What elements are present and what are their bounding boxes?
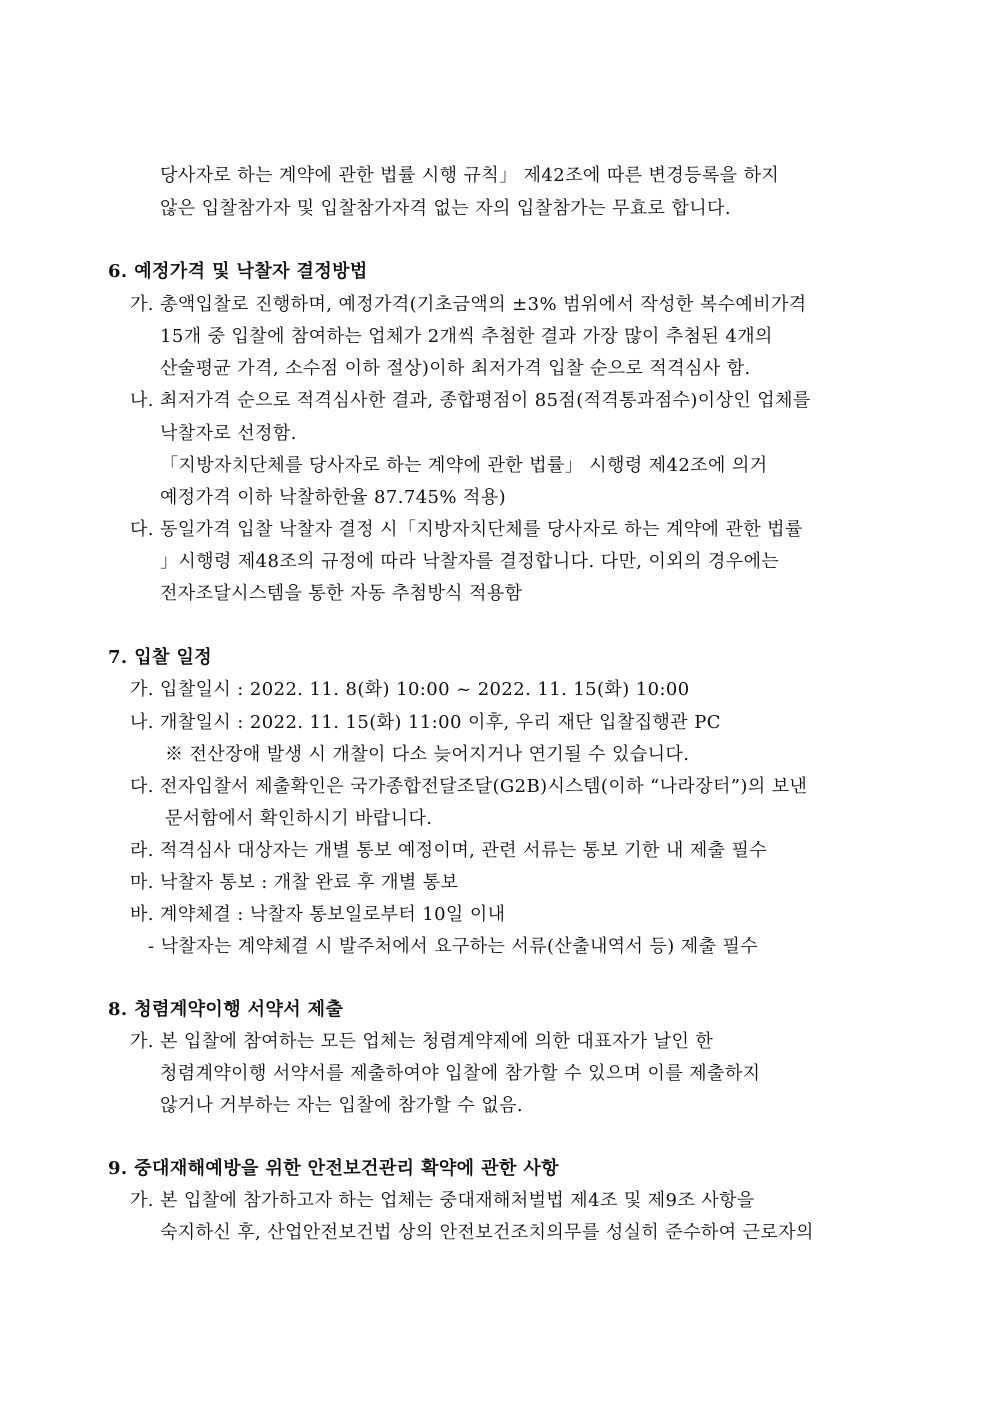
section-9-ga-line-2: 숙지하신 후, 산업안전보건법 상의 안전보건조치의무를 성실히 준수하여 근로자의 xyxy=(160,1222,814,1243)
section-6-da-line-1: 다. 동일가격 입찰 낙찰자 결정 시「지방자치단체를 당사자로 하는 계약에 관한 법률 xyxy=(130,519,803,540)
section-8-ga-line-2: 청렴계약이행 서약서를 제출하여야 입찰에 참가할 수 있으며 이를 제출하지 xyxy=(160,1063,761,1084)
section-6-da-line-3: 전자조달시스템을 통한 자동 추첨방식 적용함 xyxy=(160,583,523,604)
section-8-ga-line-3: 않거나 거부하는 자는 입찰에 참가할 수 없음. xyxy=(160,1095,524,1116)
section-6-na-line-2: 낙찰자로 선정함. xyxy=(160,423,297,444)
section-9-ga-line-1: 가. 본 입찰에 참가하고자 하는 업체는 중대재해처벌법 제4조 및 제9조 사항을 xyxy=(130,1190,755,1211)
section-7-ma: 마. 낙찰자 통보 : 개찰 완료 후 개별 통보 xyxy=(130,872,459,893)
section-7-dash: - 낙찰자는 계약체결 시 발주처에서 요구하는 서류(산출내역서 등) 제출 필수 xyxy=(148,936,759,957)
intro-line-1: 당사자로 하는 계약에 관한 법률 시행 규칙」 제42조에 따른 변경등록을 하지 xyxy=(160,165,780,186)
section-7-ba: 바. 계약체결 : 낙찰자 통보일로부터 10일 이내 xyxy=(130,904,506,925)
section-6-ga-line-2: 15개 중 입찰에 참여하는 업체가 2개씩 추첨한 결과 가장 많이 추첨된 4개의 xyxy=(160,326,773,347)
section-8-ga-line-1: 가. 본 입찰에 참여하는 모든 업체는 청렴계약제에 의한 대표자가 날인 한 xyxy=(130,1031,714,1052)
section-7-note: ※ 전산장애 발생 시 개찰이 다소 늦어지거나 연기될 수 있습니다. xyxy=(165,744,690,765)
section-6-na-line-3: 「지방자치단체를 당사자로 하는 계약에 관한 법률」 시행령 제42조에 의거 xyxy=(160,455,768,476)
section-7-title: 7. 입찰 일정 xyxy=(108,647,213,668)
section-6-da-line-2: 」시행령 제48조의 규정에 따라 낙찰자를 결정합니다. 다만, 이외의 경우에는 xyxy=(160,551,780,572)
section-7-da-line-2: 문서함에서 확인하시기 바랍니다. xyxy=(165,808,433,829)
section-6-title: 6. 예정가격 및 낙찰자 결정방법 xyxy=(108,261,368,282)
section-6-ga-line-1: 가. 총액입찰로 진행하며, 예정가격(기초금액의 ±3% 범위에서 작성한 복수예비가격 xyxy=(130,294,807,315)
section-7-na: 나. 개찰일시 : 2022. 11. 15(화) 11:00 이후, 우리 재단 입찰집행관 PC xyxy=(130,712,721,733)
section-7-ga: 가. 입찰일시 : 2022. 11. 8(화) 10:00 ~ 2022. 11. 15(화) 10:00 xyxy=(130,679,690,700)
section-8-title: 8. 청렴계약이행 서약서 제출 xyxy=(108,999,344,1020)
section-9-title: 9. 중대재해예방을 위한 안전보건관리 확약에 관한 사항 xyxy=(108,1158,559,1179)
section-6-na-line-4: 예정가격 이하 낙찰하한율 87.745% 적용) xyxy=(160,487,507,508)
intro-line-2: 않은 입찰참가자 및 입찰참가자격 없는 자의 입찰참가는 무효로 합니다. xyxy=(160,198,731,219)
section-7-ra: 라. 적격심사 대상자는 개별 통보 예정이며, 관련 서류는 통보 기한 내 제출 필수 xyxy=(130,840,768,861)
section-6-ga-line-3: 산술평균 가격, 소수점 이하 절상)이하 최저가격 입찰 순으로 적격심사 함. xyxy=(160,358,751,379)
section-7-da-line-1: 다. 전자입찰서 제출확인은 국가종합전달조달(G2B)시스템(이하 “나라장터”)의 보낸 xyxy=(130,776,808,797)
section-6-na-line-1: 나. 최저가격 순으로 적격심사한 결과, 종합평점이 85점(적격통과점수)이상인 업체를 xyxy=(130,390,811,411)
